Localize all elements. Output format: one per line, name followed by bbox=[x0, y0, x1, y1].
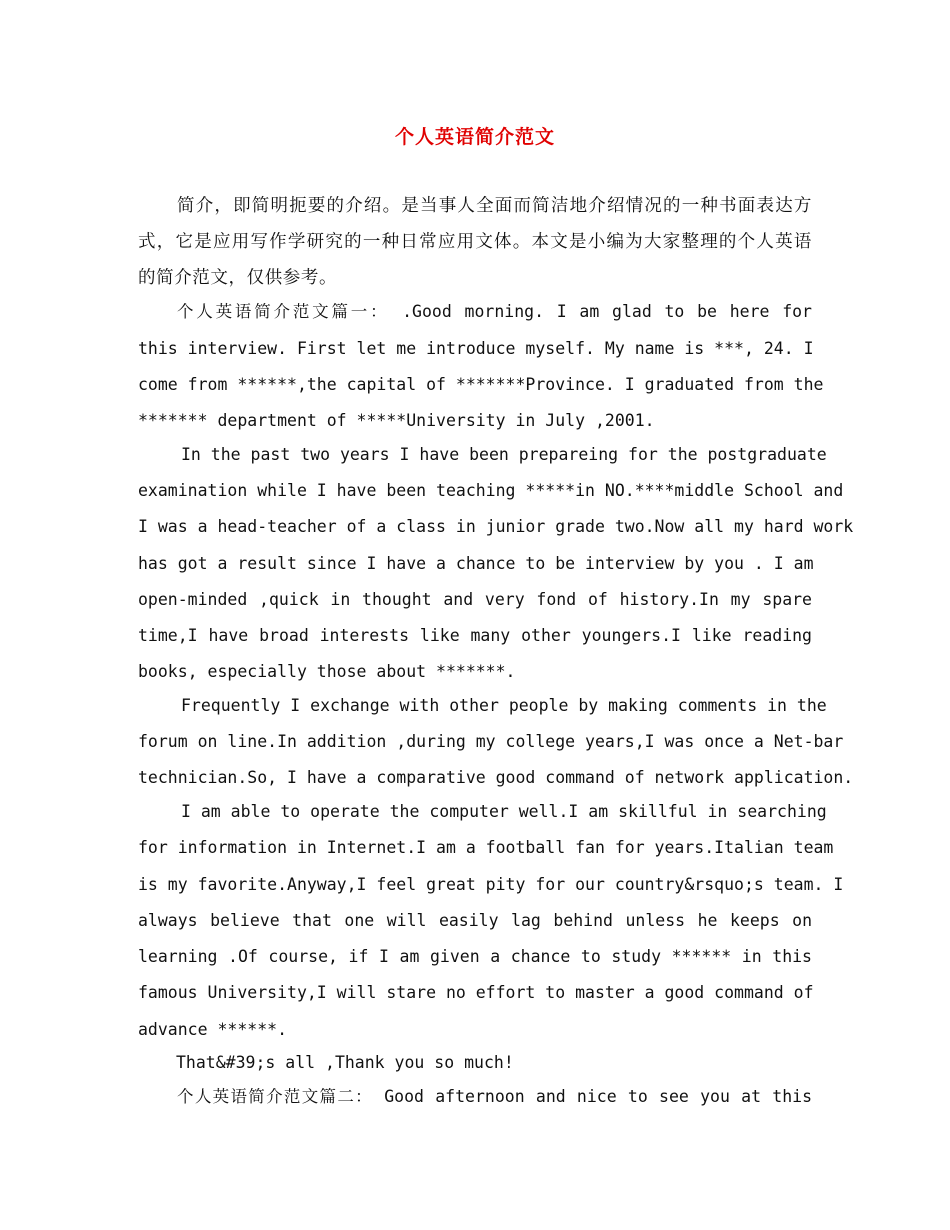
paragraph-line: open-minded ,quick in thought and very fond of history.In my spare bbox=[138, 590, 812, 609]
paragraph-line: advance ******. bbox=[138, 1020, 288, 1039]
paragraph-line: is my favorite.Anyway,I feel great pity for our country&rsquo;s team. I bbox=[138, 875, 844, 894]
paragraph-line: ******* department of *****University in July ,2001. bbox=[138, 411, 655, 430]
paragraph-line: books, especially those about *******. bbox=[138, 662, 516, 681]
paragraph-line: 式，它是应用写作学研究的一种日常应用文体。本文是小编为大家整理的个人英语 bbox=[138, 232, 812, 252]
paragraph-line: Frequently I exchange with other people by making comments in the bbox=[181, 696, 827, 715]
paragraph-line: 个人英语简介范文篇二： Good afternoon and nice to see you at this bbox=[177, 1087, 812, 1106]
paragraph-line: I was a head-teacher of a class in junior grade two.Now all my hard work bbox=[138, 517, 854, 536]
paragraph-line: examination while I have been teaching *****in NO.****middle School and bbox=[138, 481, 844, 500]
page-title: 个人英语简介范文 bbox=[394, 126, 555, 148]
paragraph-line: 简介，即简明扼要的介绍。是当事人全面而简洁地介绍情况的一种书面表达方 bbox=[177, 196, 812, 216]
paragraph-line: this interview. First let me introduce myself. My name is ***, 24. I bbox=[138, 339, 814, 358]
paragraph-line: In the past two years I have been prepareing for the postgraduate bbox=[181, 445, 827, 464]
paragraph-line: forum on line.In addition ,during my college years,I was once a Net-bar bbox=[138, 732, 844, 751]
paragraph-line: for information in Internet.I am a football fan for years.Italian team bbox=[138, 838, 834, 857]
paragraph-line: technician.So, I have a comparative good command of network application. bbox=[138, 768, 854, 787]
paragraph-line: time,I have broad interests like many other youngers.I like reading bbox=[138, 626, 812, 645]
paragraph-line: has got a result since I have a chance to be interview by you . I am bbox=[138, 554, 814, 573]
paragraph-line: I am able to operate the computer well.I am skillful in searching bbox=[181, 802, 827, 821]
paragraph-line: come from ******,the capital of *******Province. I graduated from the bbox=[138, 375, 824, 394]
paragraph-line: learning .Of course, if I am given a chance to study ****** in this bbox=[138, 947, 812, 966]
paragraph-line: famous University,I will stare no effort to master a good command of bbox=[138, 983, 814, 1002]
paragraph-line: That&#39;s all ,Thank you so much! bbox=[176, 1053, 514, 1072]
paragraph-line: 个人英语简介范文篇一： .Good morning. I am glad to be here for bbox=[177, 302, 812, 321]
paragraph-line: always believe that one will easily lag behind unless he keeps on bbox=[138, 911, 812, 930]
paragraph-line: 的简介范文，仅供参考。 bbox=[138, 268, 338, 288]
